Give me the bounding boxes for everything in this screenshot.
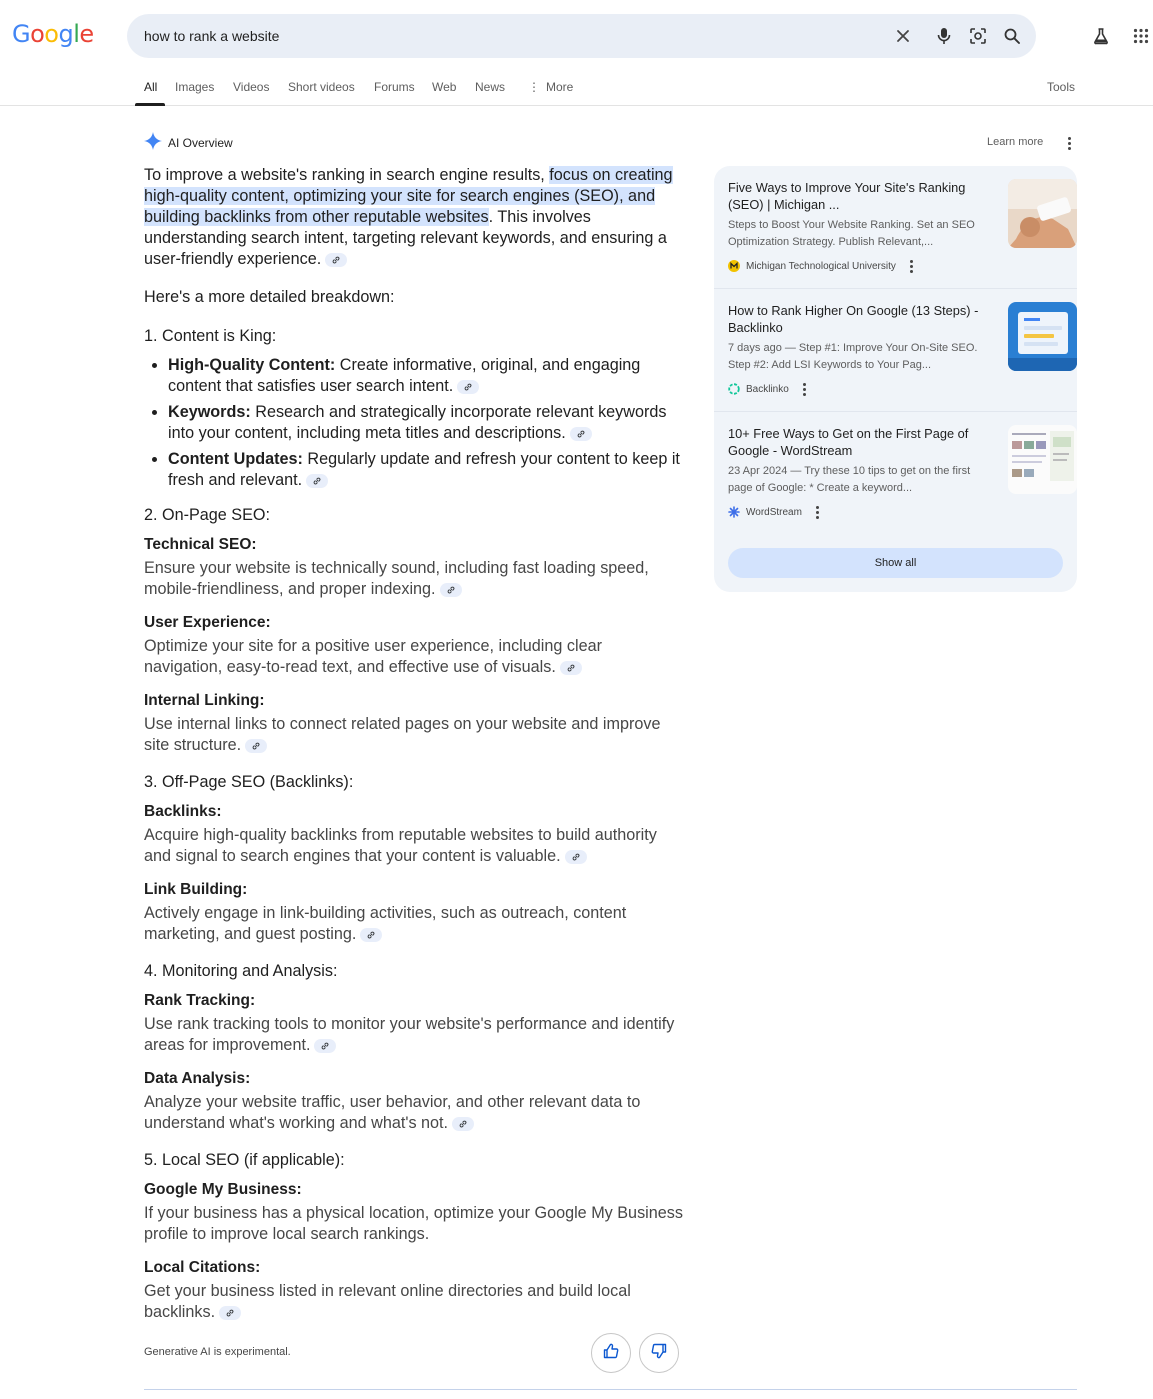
gemini-sparkle-icon [144,132,162,155]
learn-more-link[interactable]: Learn more [987,136,1044,148]
citation-link-icon[interactable] [306,474,328,488]
search-tabs [0,70,1153,106]
citation-link-icon[interactable] [565,850,587,864]
tab-web[interactable]: Web [432,80,457,94]
source-more-icon[interactable] [812,504,824,520]
ai-disclaimer: Generative AI is experimental. [144,1346,291,1358]
thumbs-down-button[interactable] [639,1333,679,1373]
section-heading-on-page-seo: 2. On-Page SEO: [144,506,270,524]
source-thumbnail-image[interactable] [1008,425,1077,494]
source-more-icon[interactable] [799,381,811,397]
list-item: Local Citations: Get your business listed in relevant online directories and build local backlinks. [144,1259,631,1321]
intro-paragraph: To improve a website's ranking in search engine results, focus on creating high-quality content, optimizing your site for search engines (SEO), and building backlinks from other reputable websites. This involves understanding search intent, targeting relevant keywords, and ensuring a user-friendly experience. [144,166,673,268]
show-all-button[interactable]: Show all [728,548,1063,578]
tab-videos[interactable]: Videos [233,80,270,94]
google-logo[interactable]: Google [12,20,94,48]
source-site-name: Michigan Technological University [746,260,896,272]
list-item: Google My Business: If your business has a physical location, optimize your Google My Business profile to improve local search rankings. [144,1181,683,1243]
citation-link-icon[interactable] [440,583,462,597]
citation-link-icon[interactable] [245,739,267,753]
tab-forums[interactable]: Forums [374,80,415,94]
list-item: High-Quality Content: Create informative, original, and engaging content that satisfies user search intent. [144,355,684,397]
list-item: Technical SEO: Ensure your website is technically sound, including fast loading speed, mobile-friendliness, and proper indexing. [144,536,649,598]
sources-panel [714,166,1077,592]
thumbs-up-button[interactable] [591,1333,631,1373]
source-card[interactable] [728,425,1063,530]
more-kebab-icon: ⋮ [528,80,540,94]
divider [144,1389,1077,1390]
content-bullets [144,355,684,491]
section-heading-monitoring: 4. Monitoring and Analysis: [144,962,338,980]
citation-link-icon[interactable] [452,1117,474,1131]
ai-overview-title: AI Overview [168,136,233,150]
source-snippet: Steps to Boost Your Website Ranking. Set an SEO Optimization Strategy. Publish Relevant,... [728,219,975,248]
source-more-icon[interactable] [906,258,918,274]
wordstream-favicon [728,506,740,518]
section-heading-local-seo: 5. Local SEO (if applicable): [144,1151,345,1169]
source-title[interactable]: How to Rank Higher On Google (13 Steps) - Backlinko [728,303,979,335]
tab-short-videos[interactable]: Short videos [288,80,355,94]
citation-link-icon[interactable] [560,661,582,675]
ai-overview-header [144,133,233,153]
source-site-name: Backlinko [746,383,789,395]
list-item: User Experience: Optimize your site for a positive user experience, including clear navigation, easy-to-read text, and effective use of visuals. [144,614,602,676]
ai-overview-content [144,165,684,1335]
section-heading-off-page-seo: 3. Off-Page SEO (Backlinks): [144,773,354,791]
tab-more[interactable]: ⋮ More [528,80,574,94]
michigan-tech-favicon [728,260,740,272]
labs-flask-icon[interactable] [1090,25,1112,47]
list-item: Internal Linking: Use internal links to connect related pages on your website and improve site structure. [144,692,661,754]
apps-grid-icon[interactable] [1130,25,1152,47]
citation-link-icon[interactable] [219,1306,241,1320]
source-title[interactable]: Five Ways to Improve Your Site's Ranking (SEO) | Michigan ... [728,180,966,212]
source-title[interactable]: 10+ Free Ways to Get on the First Page of Google - WordStream [728,426,969,458]
breakdown-heading: Here's a more detailed breakdown: [144,288,395,306]
source-card[interactable] [728,302,1063,407]
list-item: Keywords: Research and strategically incorporate relevant keywords into your content, including meta titles and descriptions. [144,402,684,444]
header [0,0,1153,70]
citation-link-icon[interactable] [325,253,347,267]
section-heading-content: 1. Content is King: [144,327,277,345]
tab-news[interactable]: News [475,80,506,94]
tab-tools[interactable]: Tools [1047,80,1076,94]
search-icon[interactable] [1000,24,1024,48]
list-item: Content Updates: Regularly update and refresh your content to keep it fresh and relevant. [144,449,684,491]
divider [714,288,1077,289]
list-item: Rank Tracking: Use rank tracking tools to monitor your website's performance and identify areas for improvement. [144,992,675,1054]
search-bar[interactable] [127,14,1036,58]
list-item: Backlinks: Acquire high-quality backlinks from reputable websites to build authority and signal to search engines that your content is valuable. [144,803,657,865]
highlighted-text: focus on creating high-quality content, optimizing your site for search engines (SEO), and building backlinks from other reputable websites [144,166,673,226]
lens-camera-icon[interactable] [966,24,990,48]
backlinko-favicon [728,383,740,395]
tab-images[interactable]: Images [175,80,215,94]
microphone-icon[interactable] [932,24,956,48]
source-site-name: WordStream [746,506,802,518]
thumbs-down-icon [651,1343,667,1364]
list-item: Link Building: Actively engage in link-building activities, such as outreach, content marketing, and guest posting. [144,881,627,943]
source-thumbnail-image[interactable] [1008,179,1077,248]
ai-overview-more-icon[interactable] [1063,135,1075,151]
citation-link-icon[interactable] [360,928,382,942]
active-tab-indicator [135,103,165,106]
divider [714,411,1077,412]
source-snippet: 7 days ago — Step #1: Improve Your On-Site SEO. Step #2: Add LSI Keywords to Your Pag... [728,342,978,371]
source-card[interactable] [728,179,1063,284]
thumbs-up-icon [603,1343,619,1364]
tab-all[interactable]: All [144,80,158,94]
source-snippet: 23 Apr 2024 — Try these 10 tips to get on the first page of Google: * Create a keyword... [728,465,971,494]
search-input[interactable]: how to rank a website [144,28,280,44]
clear-icon[interactable] [891,24,915,48]
list-item: Data Analysis: Analyze your website traffic, user behavior, and other relevant data to understand what's working and what's not. [144,1070,641,1132]
citation-link-icon[interactable] [457,380,479,394]
citation-link-icon[interactable] [570,427,592,441]
source-thumbnail-image[interactable] [1008,302,1077,371]
citation-link-icon[interactable] [314,1039,336,1053]
